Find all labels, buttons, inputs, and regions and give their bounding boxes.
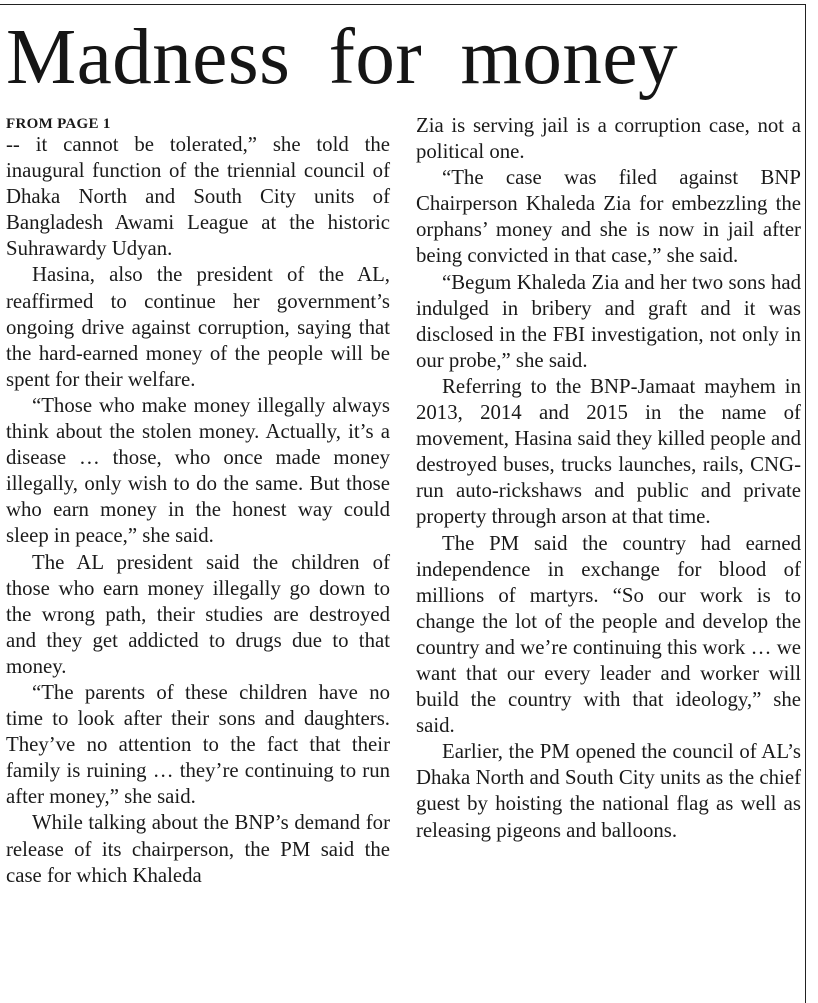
paragraph: Earlier, the PM opened the council of AL’s Dhaka North and South City units as the chief guest by hoisting the national flag as well as releasing pigeons and balloons.: [416, 740, 801, 842]
paragraph: -- it cannot be tolerated,” she told the inaugural function of the triennial council of Dhaka North and South City units of Bangladesh Awami League at the historic Suhrawardy Udyan.: [6, 133, 390, 261]
column-rule: [805, 4, 806, 1003]
top-rule: [0, 4, 806, 5]
paragraph: “The parents of these children have no time to look after their sons and daughters. They’ve no attention to the fact that their family is ruining … they’re continuing to run after money,” she said.: [6, 680, 390, 809]
paragraph: While talking about the BNP’s demand for release of its chairperson, the PM said the case for which Khaleda: [6, 811, 390, 887]
paragraph: “The case was filed against BNP Chairperson Khaleda Zia for embezzling the orphans’ money and she is now in jail after being convicted in that case,” she said.: [416, 166, 801, 268]
paragraph: The AL president said the children of those who earn money illegally go down to the wrong path, their studies are destroyed and they get addicted to drugs due to that money.: [6, 550, 390, 678]
paragraph: The PM said the country had earned independence in exchange for blood of millions of martyrs. “So our work is to change the lot of the people and develop the country and we’re continuing this work … we want that our every leader and worker will build the country with that ideology,” she said.: [416, 531, 801, 738]
headline: Madness for money: [6, 14, 678, 101]
left-column: [6, 113, 390, 889]
kicker: FROM PAGE 1: [6, 116, 111, 132]
right-column: [416, 113, 801, 844]
paragraph: “Begum Khaleda Zia and her two sons had indulged in bribery and graft and it was disclosed in the FBI investigation, not only in our probe,” she said.: [416, 270, 801, 372]
paragraph: Hasina, also the president of the AL, reaffirmed to continue her government’s ongoing drive against corruption, saying that the hard-earned money of the people will be spent for their welfare.: [6, 263, 390, 391]
paragraph: “Those who make money illegally always think about the stolen money. Actually, it’s a disease … those, who once made money illegally, only wish to do the same. But those who earn money in the honest way could sleep in peace,” she said.: [6, 393, 390, 548]
paragraph: Referring to the BNP-Jamaat mayhem in 2013, 2014 and 2015 in the name of movement, Hasina said they killed people and destroyed buses, trucks launches, rails, CNG-run auto-rickshaws and public and private property through arson at that time.: [416, 374, 801, 529]
paragraph: Zia is serving jail is a corruption case, not a political one.: [416, 114, 801, 164]
